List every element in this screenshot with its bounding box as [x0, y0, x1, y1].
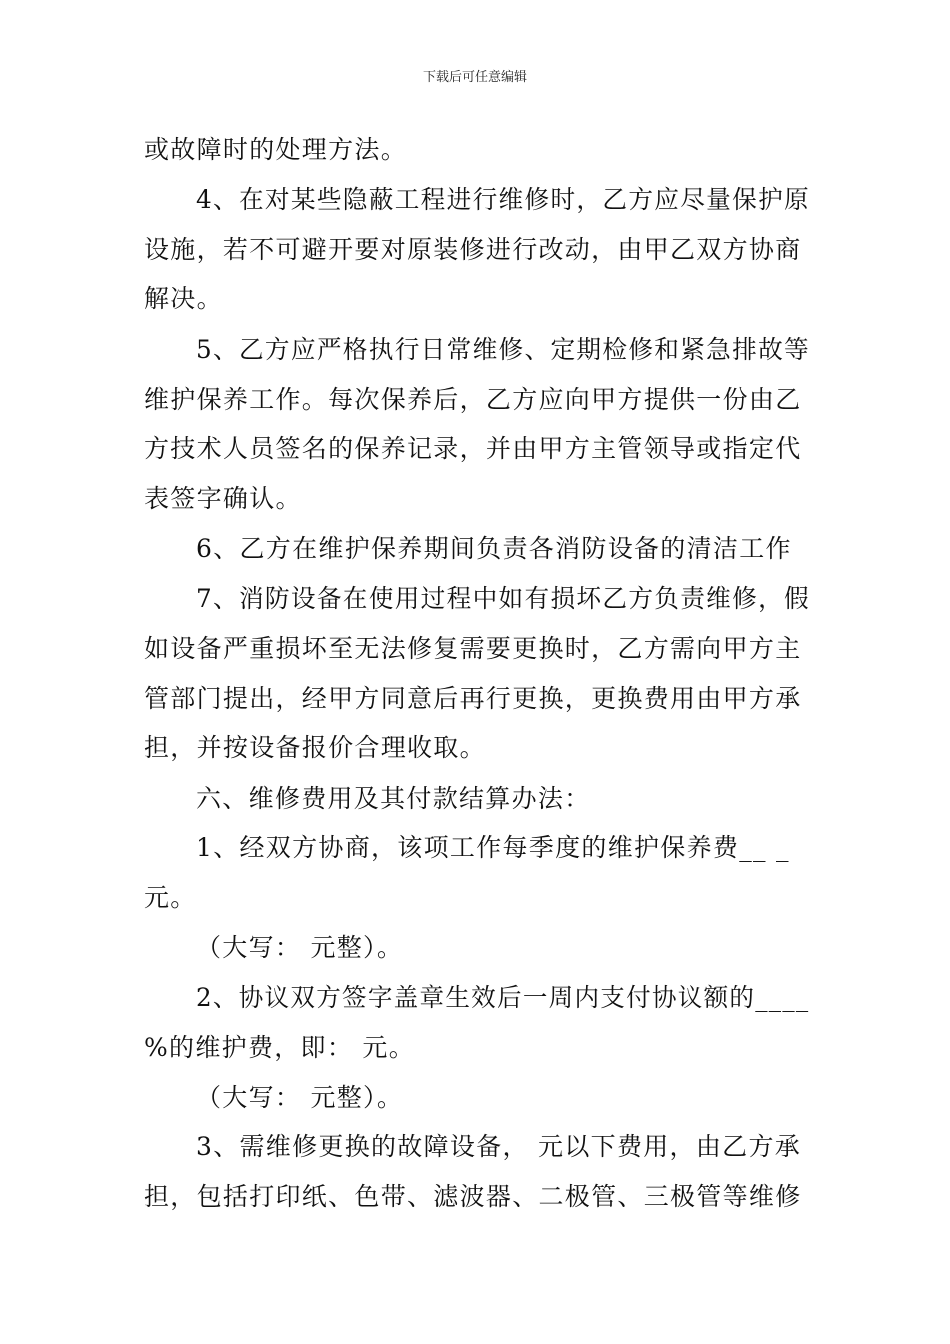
text-line: 7、消防设备在使用过程中如有损坏乙方负责维修，假 — [196, 584, 811, 613]
text-line: %的维护费，即： 元。 — [144, 1033, 416, 1062]
section-heading: 六、维修费用及其付款结算办法： — [196, 784, 591, 813]
text-line: 或故障时的处理方法。 — [144, 135, 408, 164]
text-line: 如设备严重损坏至无法修复需要更换时，乙方需向甲方主 — [144, 634, 802, 663]
text-line: 1、经双方协商，该项工作每季度的维护保养费__ _ — [196, 833, 790, 862]
text-line: 管部门提出，经甲方同意后再行更换，更换费用由甲方承 — [144, 684, 802, 713]
text-line: （大写： 元整）。 — [196, 933, 404, 962]
text-line: 4、在对某些隐蔽工程进行维修时，乙方应尽量保护原 — [196, 185, 811, 214]
text-line: 6、乙方在维护保养期间负责各消防设备的清洁工作 — [196, 534, 792, 563]
text-line: 解决。 — [144, 284, 223, 313]
text-line: 方技术人员签名的保养记录，并由甲方主管领导或指定代 — [144, 434, 802, 463]
text-line: 担，包括打印纸、色带、滤波器、二极管、三极管等维修 — [144, 1182, 802, 1211]
text-line: 维护保养工作。每次保养后，乙方应向甲方提供一份由乙 — [144, 385, 802, 414]
text-line: （大写： 元整）。 — [196, 1083, 404, 1112]
text-line: 3、需维修更换的故障设备， 元以下费用，由乙方承 — [196, 1132, 802, 1161]
text-line: 2、协议双方签字盖章生效后一周内支付协议额的____ — [196, 983, 810, 1012]
text-line: 担，并按设备报价合理收取。 — [144, 733, 486, 762]
header-note: 下载后可任意编辑 — [422, 70, 527, 85]
text-line: 元。 — [144, 883, 197, 912]
text-line: 设施，若不可避开要对原装修进行改动，由甲乙双方协商 — [144, 235, 802, 264]
text-line: 5、乙方应严格执行日常维修、定期检修和紧急排故等 — [196, 335, 811, 364]
text-line: 表签字确认。 — [144, 484, 302, 513]
